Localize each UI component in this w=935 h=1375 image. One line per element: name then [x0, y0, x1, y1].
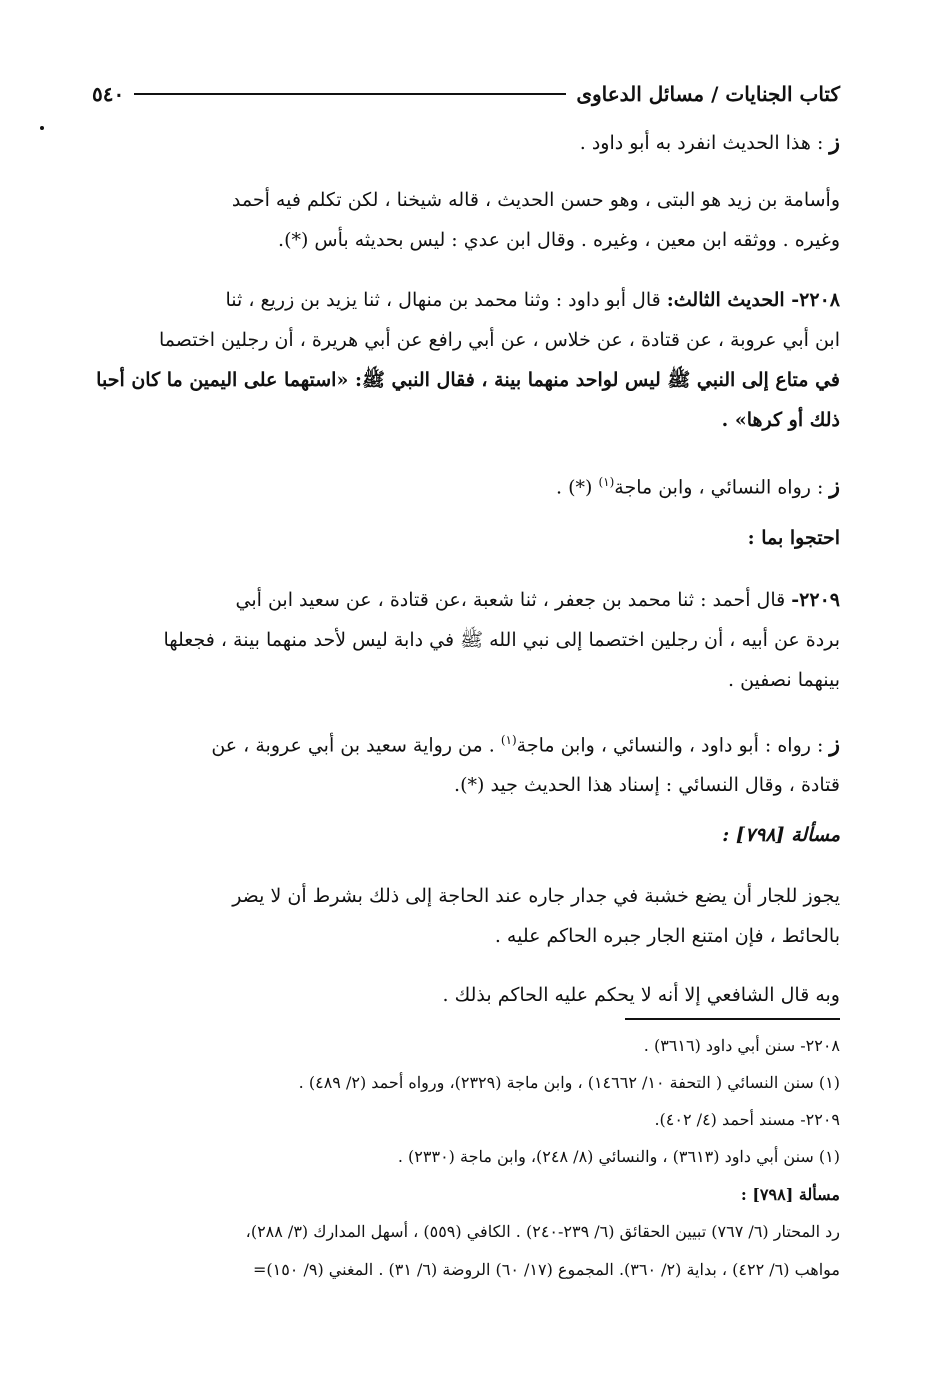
footnote-separator [625, 1018, 840, 1020]
text-line: في متاع إلى النبي ﷺ ليس لواحد منهما بينة ، فقال النبي ﷺ: «استهما على اليمين ما كان أحبا [96, 369, 840, 391]
footnote-line: (١) سنن أبي داود (٣٦١٣) ، والنسائي (٨/ ٢٤٨)، وابن ماجة (٢٣٣٠) . [397, 1147, 840, 1166]
text-line: ذلك أو كرها» . [721, 409, 840, 431]
hadith-number: ٢٢٠٩- [791, 589, 840, 611]
paragraph-shafii: وبه قال الشافعي إلا أنه لا يحكم عليه الحاكم بذلك . [442, 984, 840, 1006]
footnote-line: مسألة [٧٩٨] : [740, 1185, 840, 1204]
paragraph-note-3 [82, 720, 840, 805]
text-line: وغيره . ووثقه ابن معين ، وغيره . وقال ابن عدي : ليس بحديثه بأس (*). [278, 229, 840, 251]
paragraph-text: : رواه النسائي ، وابن ماجة [614, 476, 824, 499]
text-line: قتادة ، وقال النسائي : إسناد هذا الحديث جيد (*). [454, 774, 840, 797]
footnote-line: مواهب (٦/ ٤٢٢) ، بداية (٢/ ٣٦٠). المجموع (١٧/ ٦٠) الروضة (٦/ ٣١) . المغني (٩/ ١٥٠)= [252, 1260, 840, 1279]
footnote-line: ٢٢٠٩- مسند أحمد (٤/ ٤٠٢). [654, 1110, 840, 1129]
footnote-line: (١) سنن النسائي ( التحفة ١٠/ ١٤٦٦٢) ، وابن ماجة (٢٣٢٩)، ورواه أحمد (٢/ ٤٨٩) . [298, 1073, 840, 1092]
text-line: بردة عن أبيه ، أن رجلين اختصما إلى نبي الله ﷺ في دابة ليس لأحد منهما بينة ، فجعلها [163, 629, 840, 651]
masala-heading: مسألة [٧٩٨] : [722, 824, 840, 846]
footnote-line: ٢٢٠٨- سنن أبي داود (٣٦١٦) . [643, 1036, 840, 1055]
hadith-2208 [82, 280, 840, 440]
text-line: بالحائط ، فإن امتنع الجار جبره الحاكم عليه . [494, 925, 840, 947]
paragraph-text: . من رواية سعيد بن أبي عروبة ، عن [211, 734, 495, 757]
section-heading: احتجوا بما : [747, 527, 840, 549]
text-line: قال أبو داود : وثنا محمد بن منهال ، ثنا يزيد بن زريع ، ثنا [225, 289, 661, 311]
page-header [92, 78, 840, 110]
paragraph-ruling [82, 876, 840, 956]
text-line: بينهما نصفين . [728, 669, 840, 691]
page-speck [40, 126, 44, 130]
page-number: ٥٤٠ [92, 82, 125, 106]
footnote-line: رد المحتار (٦/ ٧٦٧) تبيين الحقائق (٦/ ٢٣٩-٢٤٠) . الكافي (٥٥٩) ، أسهل المدارك (٣/ ٢٨٨)، [245, 1222, 840, 1241]
text-line: وأسامة بن زيد هو البتى ، وهو حسن الحديث ، قاله شيخنا ، لكن تكلم فيه أحمد [231, 189, 840, 211]
text-line: ابن أبي عروبة ، عن قتادة ، عن خلاس ، عن أبي رافع عن أبي هريرة ، أن رجلين اختصما [158, 329, 840, 351]
footnote-ref: (١) [598, 475, 615, 489]
header-rule [134, 93, 566, 95]
paragraph-note-2 [82, 462, 840, 507]
zay-marker: ز [829, 731, 840, 758]
text-line: يجوز للجار أن يضع خشبة في جدار جاره عند الحاجة إلى ذلك بشرط أن لا يضر [232, 885, 840, 907]
paragraph-usama [82, 180, 840, 260]
footnote-ref: (١) [500, 733, 517, 747]
hadith-2209 [82, 580, 840, 700]
zay-marker: ز [829, 129, 840, 155]
paragraph-text: : رواه : أبو داود ، والنسائي ، وابن ماجة [516, 734, 824, 757]
paragraph-note-1 [82, 122, 840, 163]
running-title: كتاب الجنايات / مسائل الدعاوى [576, 82, 840, 106]
hadith-heading: ٢٢٠٨- الحديث الثالث: [666, 289, 840, 311]
zay-marker: ز [829, 473, 840, 500]
paragraph-text: : هذا الحديث انفرد به أبو داود . [579, 132, 824, 154]
text-line: قال أحمد : ثنا محمد بن جعفر ، ثنا شعبة ،عن قتادة ، عن سعيد ابن أبي [235, 589, 786, 611]
paragraph-text: (*) . [556, 476, 593, 499]
